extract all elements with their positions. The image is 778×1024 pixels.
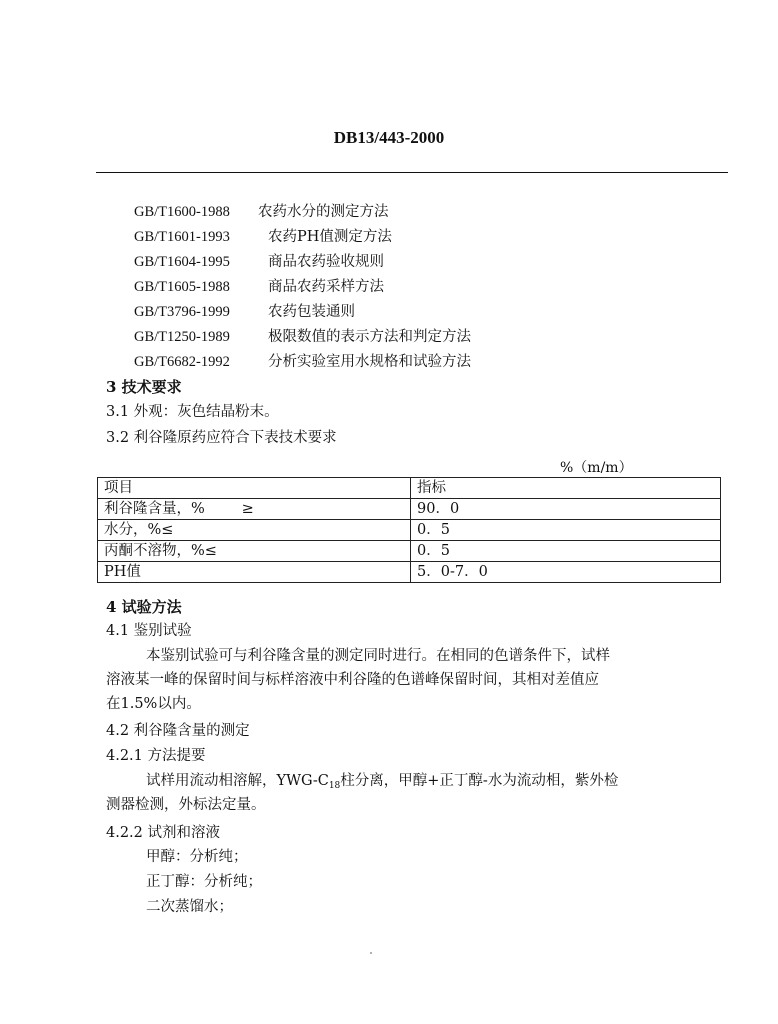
reference-item xyxy=(134,305,355,320)
table-header-cell: 项目 xyxy=(98,478,411,499)
paragraph-line: 测器检测，外标法定量。 xyxy=(106,797,266,813)
section-4-heading: 4 试验方法 xyxy=(106,598,182,616)
reference-item xyxy=(134,280,384,295)
reagent-item: 甲醇：分析纯； xyxy=(146,849,248,865)
table-header-cell: 指标 xyxy=(411,478,721,499)
reagent-item: 正丁醇：分析纯； xyxy=(146,874,262,890)
reference-code: GB/T3796-1999 xyxy=(134,304,230,320)
section-3-2: 3.2 利谷隆原药应符合下表技术要求 xyxy=(106,430,337,446)
reference-title: 农药包装通则 xyxy=(268,304,355,320)
paragraph-line: 溶液某一峰的保留时间与标样溶液中利谷隆的色谱峰保留时间，其相对差值应 xyxy=(106,672,599,688)
reference-item xyxy=(134,355,471,370)
section-3-1: 3.1 外观：灰色结晶粉末。 xyxy=(106,404,279,420)
reference-item xyxy=(134,255,384,270)
reference-code: GB/T1600-1988 xyxy=(134,204,230,220)
table-cell: 水分，%≤ xyxy=(98,520,411,541)
method-subscript: 18 xyxy=(328,781,341,791)
method-text-a: 试样用流动相溶解，YWG-C xyxy=(146,773,329,789)
table-row xyxy=(98,520,721,541)
table-row xyxy=(98,562,721,583)
reference-code: GB/T1601-1993 xyxy=(134,229,230,245)
table-header-row xyxy=(98,478,721,499)
reagent-item: 二次蒸馏水； xyxy=(146,899,233,915)
spec-table xyxy=(97,477,721,583)
reference-item xyxy=(134,330,471,345)
paragraph-line: 在1.5%以内。 xyxy=(106,696,201,712)
reference-title: 分析实验室用水规格和试验方法 xyxy=(268,354,471,370)
reference-title: 商品农药采样方法 xyxy=(268,279,384,295)
reference-code: GB/T6682-1992 xyxy=(134,354,230,370)
section-4-2: 4.2 利谷隆含量的测定 xyxy=(106,723,250,739)
table-cell: PH值 xyxy=(98,562,411,583)
table-cell: 0．5 xyxy=(411,541,721,562)
method-text-b: 柱分离，甲醇+正丁醇-水为流动相，紫外检 xyxy=(340,773,619,789)
reference-code: GB/T1250-1989 xyxy=(134,329,230,345)
reference-item xyxy=(134,205,389,220)
table-cell: 0．5 xyxy=(411,520,721,541)
reference-title: 农药PH值测定方法 xyxy=(268,229,392,245)
table-cell: 丙酮不溶物，%≤ xyxy=(98,541,411,562)
table-unit-label: %（m/m） xyxy=(560,460,633,476)
reference-code: GB/T1604-1995 xyxy=(134,254,230,270)
reference-title: 极限数值的表示方法和判定方法 xyxy=(268,329,471,345)
reference-title: 商品农药验收规则 xyxy=(268,254,384,270)
section-4-1: 4.1 鉴别试验 xyxy=(106,623,192,639)
header-rule xyxy=(96,172,728,173)
table-cell: 5．0-7．0 xyxy=(411,562,721,583)
table-row xyxy=(98,541,721,562)
table-cell: 90．0 xyxy=(411,499,721,520)
section-3-heading: 3 技术要求 xyxy=(106,378,182,396)
paragraph-line: 本鉴别试验可与利谷隆含量的测定同时进行。在相同的色谱条件下，试样 xyxy=(146,648,610,664)
table-cell: 利谷隆含量，% ≥ xyxy=(98,499,411,520)
table-row xyxy=(98,499,721,520)
section-4-2-2: 4.2.2 试剂和溶液 xyxy=(106,825,221,841)
reference-item xyxy=(134,230,392,245)
reference-title: 农药水分的测定方法 xyxy=(258,204,389,220)
reference-code: GB/T1605-1988 xyxy=(134,279,230,295)
scan-speck xyxy=(370,952,372,954)
document-code-header: DB13/443-2000 xyxy=(333,128,445,147)
section-4-2-1: 4.2.1 方法提要 xyxy=(106,748,206,764)
